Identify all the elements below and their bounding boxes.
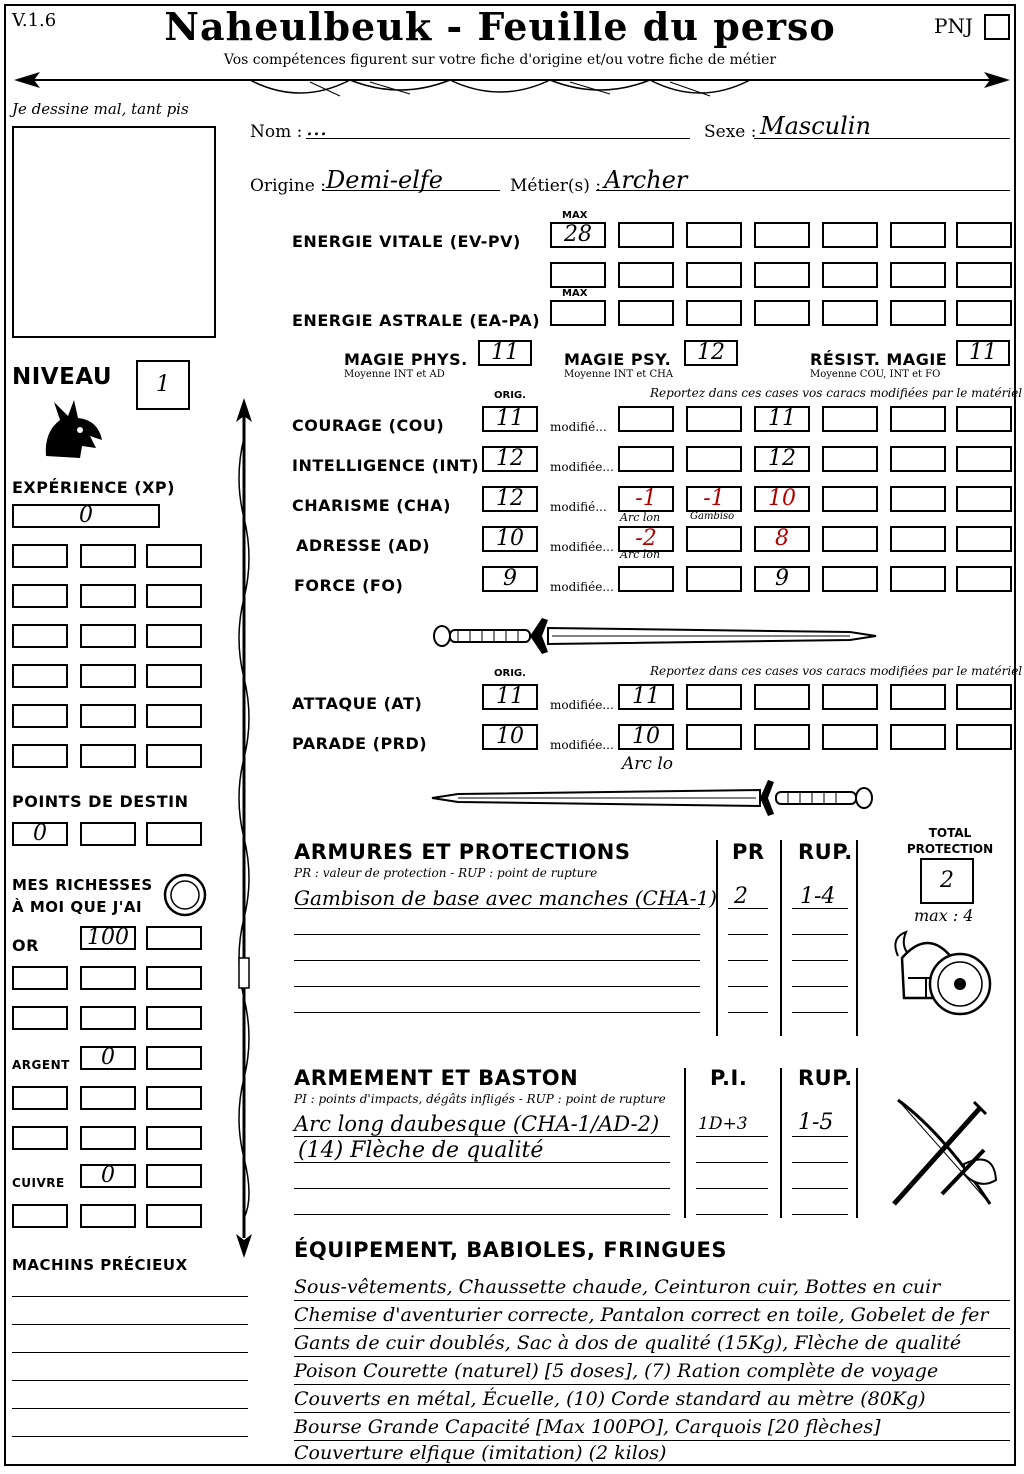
or-label: OR xyxy=(12,936,39,955)
or-box[interactable] xyxy=(80,966,136,990)
ad-mod-4[interactable] xyxy=(822,526,878,552)
weapon-line xyxy=(696,1188,768,1189)
cou-orig[interactable]: 11 xyxy=(482,406,538,432)
prd-mod-1[interactable]: 10 xyxy=(618,724,674,750)
at-label: ATTAQUE (AT) xyxy=(292,694,423,713)
ev-box[interactable] xyxy=(754,262,810,288)
armor-item-rup[interactable]: 1-4 xyxy=(800,884,836,909)
total-protection-label-1: TOTAL xyxy=(928,826,972,840)
at-mod-4[interactable] xyxy=(822,684,878,710)
at-mod-6[interactable] xyxy=(956,684,1012,710)
xp-box[interactable] xyxy=(146,544,202,568)
xp-box[interactable] xyxy=(80,624,136,648)
cha-label: CHARISME (CHA) xyxy=(292,496,451,515)
xp-label: EXPÉRIENCE (XP) xyxy=(12,478,175,497)
weapons-title: ARMEMENT ET BASTON xyxy=(294,1066,579,1090)
weapon-line xyxy=(696,1136,768,1137)
machins-line xyxy=(12,1296,248,1297)
argent-value[interactable]: 0 xyxy=(80,1046,136,1070)
ad-note-1: Arc lon xyxy=(620,548,661,561)
cha-orig[interactable]: 12 xyxy=(482,486,538,512)
machins-line xyxy=(12,1380,248,1381)
armor-note: PR : valeur de protection - RUP : point de rupture xyxy=(294,866,598,880)
weapons-divider xyxy=(856,1068,858,1218)
argent-box[interactable] xyxy=(80,1086,136,1110)
xp-box[interactable] xyxy=(146,704,202,728)
armor-line xyxy=(294,986,700,987)
prd-note-1: Arc lo xyxy=(622,754,673,774)
cuivre-box[interactable] xyxy=(146,1204,202,1228)
cou-mod-2[interactable] xyxy=(686,406,742,432)
armor-line xyxy=(792,986,848,987)
sexe-line xyxy=(754,138,1010,139)
cha-modif-label: modifié... xyxy=(550,500,607,514)
int-mod-4[interactable] xyxy=(822,446,878,472)
ea-max-box[interactable] xyxy=(550,300,606,326)
machins-label: MACHINS PRÉCIEUX xyxy=(12,1256,188,1274)
equipment-line[interactable]: Poison Courette (naturel) [5 doses], (7) Ration complète de voyage xyxy=(294,1360,939,1382)
fo-mod-4[interactable] xyxy=(822,566,878,592)
nom-line xyxy=(306,138,690,139)
armor-line xyxy=(728,934,768,935)
machins-line xyxy=(12,1408,248,1409)
equipment-rule xyxy=(294,1328,1010,1329)
resist-magie-note: Moyenne COU, INT et FO xyxy=(810,369,941,380)
weapon-line xyxy=(696,1214,768,1215)
ev-box[interactable] xyxy=(956,262,1012,288)
ad-orig[interactable]: 10 xyxy=(482,526,538,552)
xp-box[interactable] xyxy=(12,584,68,608)
equipment-line[interactable]: Sous-vêtements, Chaussette chaude, Ceinturon cuir, Bottes en cuir xyxy=(294,1276,941,1298)
weapon-line xyxy=(294,1214,670,1215)
prd-label: PARADE (PRD) xyxy=(292,734,428,753)
weapon-line xyxy=(294,1188,670,1189)
weapon-line xyxy=(792,1136,848,1137)
cha-note-2: Gambiso xyxy=(690,511,735,522)
at-mod-3[interactable] xyxy=(754,684,810,710)
armor-line xyxy=(728,1012,768,1013)
ea-box[interactable] xyxy=(822,300,878,326)
niveau-value[interactable]: 1 xyxy=(136,360,190,410)
max-protection-note: max : 4 xyxy=(914,906,974,925)
ev-label: ENERGIE VITALE (EV-PV) xyxy=(292,232,521,251)
xp-box[interactable] xyxy=(80,744,136,768)
cuivre-box[interactable] xyxy=(12,1204,68,1228)
fo-mod-3[interactable]: 9 xyxy=(754,566,810,592)
origine-label: Origine : xyxy=(250,176,326,196)
magie-psy-value[interactable]: 12 xyxy=(684,340,738,366)
xp-box[interactable] xyxy=(80,664,136,688)
weapons-divider xyxy=(684,1068,686,1218)
machins-line xyxy=(12,1324,248,1325)
nom-label: Nom : xyxy=(250,122,303,142)
xp-box[interactable] xyxy=(146,584,202,608)
armor-line xyxy=(294,1012,700,1013)
weapon-item-name[interactable]: (14) Flèche de qualité xyxy=(298,1138,544,1163)
cuivre-label: CUIVRE xyxy=(12,1176,65,1190)
or-box[interactable] xyxy=(12,1006,68,1030)
armor-line xyxy=(728,908,768,909)
armor-divider xyxy=(856,840,858,1036)
coin-icon xyxy=(162,872,208,918)
equipment-line[interactable]: Gants de cuir doublés, Sac à dos de qualité (15Kg), Flèche de qualité xyxy=(294,1332,962,1354)
int-mod-1[interactable] xyxy=(618,446,674,472)
combat-orig-label: ORIG. xyxy=(494,668,526,679)
resist-magie-value[interactable]: 11 xyxy=(956,340,1010,366)
pnj-checkbox[interactable] xyxy=(984,14,1010,40)
cou-mod-1[interactable] xyxy=(618,406,674,432)
magie-psy-note: Moyenne INT et CHA xyxy=(564,369,674,380)
int-modif-label: modifiée... xyxy=(550,460,614,474)
weapon-line xyxy=(294,1162,670,1163)
sword-icon xyxy=(430,614,878,658)
sexe-value[interactable]: Masculin xyxy=(760,112,871,140)
cha-note-1: Arc lon xyxy=(620,511,661,524)
xp-box[interactable] xyxy=(146,744,202,768)
armor-item-name[interactable]: Gambison de base avec manches (CHA-1) xyxy=(294,886,717,910)
weapon-line xyxy=(696,1162,768,1163)
armor-line xyxy=(728,986,768,987)
armor-line xyxy=(792,908,848,909)
weapons-note: PI : points d'impacts, dégâts infligés - RUP : point de rupture xyxy=(294,1092,666,1106)
ea-box[interactable] xyxy=(754,300,810,326)
argent-box[interactable] xyxy=(146,1086,202,1110)
prd-mod-6[interactable] xyxy=(956,724,1012,750)
int-mod-5[interactable] xyxy=(890,446,946,472)
niveau-label: NIVEAU xyxy=(12,364,113,390)
prd-orig[interactable]: 10 xyxy=(482,724,538,750)
report-note: Reportez dans ces cases vos caracs modifiées par le matériel xyxy=(650,386,1023,400)
armor-line xyxy=(294,960,700,961)
armor-divider xyxy=(780,840,782,1036)
cou-mod-3[interactable]: 11 xyxy=(754,406,810,432)
xp-box[interactable] xyxy=(80,584,136,608)
weapon-item-rup[interactable]: 1-5 xyxy=(798,1110,834,1135)
fo-label: FORCE (FO) xyxy=(294,576,404,595)
armor-rup-label: RUP. xyxy=(798,840,853,864)
ad-label: ADRESSE (AD) xyxy=(296,536,431,555)
equipment-line[interactable]: Couverture elfique (imitation) (2 kilos) xyxy=(294,1442,667,1464)
staff-icon xyxy=(230,398,258,1258)
portrait-box[interactable] xyxy=(12,126,216,338)
version-label: V.1.6 xyxy=(12,10,57,31)
ea-box[interactable] xyxy=(618,300,674,326)
ad-mod-5[interactable] xyxy=(890,526,946,552)
armor-line xyxy=(792,1012,848,1013)
armor-divider xyxy=(716,840,718,1036)
equipment-rule xyxy=(294,1300,1010,1301)
ev-box[interactable] xyxy=(618,222,674,248)
cou-label: COURAGE (COU) xyxy=(292,416,445,435)
metier-label: Métier(s) : xyxy=(510,176,602,196)
equipment-title: ÉQUIPEMENT, BABIOLES, FRINGUES xyxy=(294,1238,727,1262)
at-mod-5[interactable] xyxy=(890,684,946,710)
armor-line xyxy=(294,934,700,935)
fo-mod-1[interactable] xyxy=(618,566,674,592)
xp-box[interactable] xyxy=(146,624,202,648)
cha-mod-6[interactable] xyxy=(956,486,1012,512)
cou-mod-5[interactable] xyxy=(890,406,946,432)
portrait-caption: Je dessine mal, tant pis xyxy=(12,100,189,118)
ev-box[interactable] xyxy=(822,262,878,288)
argent-box[interactable] xyxy=(146,1126,202,1150)
at-mod-1[interactable]: 11 xyxy=(618,684,674,710)
ad-mod-3[interactable]: 8 xyxy=(754,526,810,552)
equipment-rule xyxy=(294,1412,1010,1413)
or-box[interactable] xyxy=(146,926,202,950)
cuivre-value[interactable]: 0 xyxy=(80,1164,136,1188)
crossed-weapons-icon xyxy=(884,1094,1004,1218)
pnj-label: PNJ xyxy=(934,14,973,38)
ad-modif-label: modifiée... xyxy=(550,540,614,554)
magie-psy-label: MAGIE PSY. xyxy=(564,350,672,369)
richesses-label-1: MES RICHESSES xyxy=(12,876,153,894)
at-modif-label: modifiée... xyxy=(550,698,614,712)
prd-mod-5[interactable] xyxy=(890,724,946,750)
ea-box[interactable] xyxy=(956,300,1012,326)
xp-box[interactable] xyxy=(12,624,68,648)
xp-box[interactable] xyxy=(146,664,202,688)
xp-box[interactable] xyxy=(80,704,136,728)
orig-label: ORIG. xyxy=(494,390,526,401)
fo-mod-5[interactable] xyxy=(890,566,946,592)
equipment-rule xyxy=(294,1356,1010,1357)
xp-box[interactable] xyxy=(12,704,68,728)
or-box[interactable] xyxy=(146,1006,202,1030)
cha-mod-2[interactable]: -1 xyxy=(686,486,742,512)
equipment-line[interactable]: Couverts en métal, Écuelle, (10) Corde standard au mètre (80Kg) xyxy=(294,1388,926,1410)
metier-line xyxy=(596,190,1010,191)
xp-box[interactable] xyxy=(12,664,68,688)
total-protection-value[interactable]: 2 xyxy=(920,858,974,904)
int-mod-2[interactable] xyxy=(686,446,742,472)
ev-box[interactable] xyxy=(686,222,742,248)
ea-label: ENERGIE ASTRALE (EA-PA) xyxy=(292,311,541,330)
at-orig[interactable]: 11 xyxy=(482,684,538,710)
armor-line xyxy=(294,908,700,909)
destin-box[interactable] xyxy=(146,822,202,846)
weapons-divider xyxy=(780,1068,782,1218)
xp-value[interactable]: 0 xyxy=(12,504,160,528)
ev-box[interactable] xyxy=(822,222,878,248)
weapons-rup-label: RUP. xyxy=(798,1066,853,1090)
int-mod-6[interactable] xyxy=(956,446,1012,472)
magie-phys-note: Moyenne INT et AD xyxy=(344,369,445,380)
prd-mod-2[interactable] xyxy=(686,724,742,750)
sexe-label: Sexe : xyxy=(704,122,757,142)
ev-box[interactable] xyxy=(618,262,674,288)
ev-box[interactable] xyxy=(890,262,946,288)
richesses-label-2: À MOI QUE J'AI xyxy=(12,898,143,916)
weapons-pi-label: P.I. xyxy=(710,1066,748,1090)
armor-title: ARMURES ET PROTECTIONS xyxy=(294,840,631,864)
machins-line xyxy=(12,1436,248,1437)
ea-max-label: MAX xyxy=(562,288,588,299)
argent-box[interactable] xyxy=(146,1046,202,1070)
argent-box[interactable] xyxy=(12,1086,68,1110)
or-box[interactable] xyxy=(146,966,202,990)
weapon-line xyxy=(294,1136,670,1137)
argent-box[interactable] xyxy=(12,1126,68,1150)
ad-mod-2[interactable] xyxy=(686,526,742,552)
destin-value[interactable]: 0 xyxy=(12,822,68,846)
fo-orig[interactable]: 9 xyxy=(482,566,538,592)
xp-box[interactable] xyxy=(12,544,68,568)
armor-line xyxy=(792,934,848,935)
prd-mod-3[interactable] xyxy=(754,724,810,750)
page-title: Naheulbeuk - Feuille du perso xyxy=(164,4,836,49)
cha-mod-3[interactable]: 10 xyxy=(754,486,810,512)
cou-mod-6[interactable] xyxy=(956,406,1012,432)
cou-mod-4[interactable] xyxy=(822,406,878,432)
ev-box[interactable] xyxy=(686,262,742,288)
int-label: INTELLIGENCE (INT) xyxy=(292,456,480,475)
total-protection-label-2: PROTECTION xyxy=(906,842,994,856)
weapon-line xyxy=(792,1188,848,1189)
sword-icon xyxy=(430,776,878,820)
cuivre-box[interactable] xyxy=(146,1164,202,1188)
cha-mod-5[interactable] xyxy=(890,486,946,512)
at-mod-2[interactable] xyxy=(686,684,742,710)
ev-box[interactable] xyxy=(890,222,946,248)
nom-value[interactable]: ... xyxy=(306,116,327,141)
ad-mod-1[interactable]: -2 xyxy=(618,526,674,552)
argent-label: ARGENT xyxy=(12,1058,70,1072)
destin-box[interactable] xyxy=(80,822,136,846)
fo-modif-label: modifiée... xyxy=(550,580,614,594)
origine-value[interactable]: Demi-elfe xyxy=(326,166,443,194)
armor-line xyxy=(728,960,768,961)
armor-pr-label: PR xyxy=(732,840,765,864)
page-subtitle: Vos compétences figurent sur votre fiche d'origine et/ou votre fiche de métier xyxy=(223,52,777,68)
cha-mod-4[interactable] xyxy=(822,486,878,512)
magie-phys-label: MAGIE PHYS. xyxy=(344,350,468,369)
weapon-item-name[interactable]: Arc long daubesque (CHA-1/AD-2) xyxy=(294,1112,660,1136)
machins-line xyxy=(12,1352,248,1353)
equipment-rule xyxy=(294,1440,1010,1441)
ea-box[interactable] xyxy=(890,300,946,326)
cuivre-box[interactable] xyxy=(80,1204,136,1228)
ea-box[interactable] xyxy=(686,300,742,326)
ev-max-label: MAX xyxy=(562,210,588,221)
origine-line xyxy=(322,190,500,191)
magie-phys-value[interactable]: 11 xyxy=(478,340,532,366)
prd-modif-label: modifiée... xyxy=(550,738,614,752)
combat-report-note: Reportez dans ces cases vos caracs modifiées par le matériel xyxy=(650,664,1023,678)
or-box[interactable] xyxy=(80,1006,136,1030)
or-box[interactable] xyxy=(12,966,68,990)
ev-box[interactable] xyxy=(956,222,1012,248)
xp-box[interactable] xyxy=(12,744,68,768)
weapon-line xyxy=(792,1214,848,1215)
fo-mod-2[interactable] xyxy=(686,566,742,592)
metier-value[interactable]: Archer xyxy=(604,166,688,194)
argent-box[interactable] xyxy=(80,1126,136,1150)
ad-mod-6[interactable] xyxy=(956,526,1012,552)
equipment-rule xyxy=(294,1384,1010,1385)
int-orig[interactable]: 12 xyxy=(482,446,538,472)
armor-item-pr[interactable]: 2 xyxy=(734,884,748,909)
cou-modif-label: modifié... xyxy=(550,420,607,434)
int-mod-3[interactable]: 12 xyxy=(754,446,810,472)
ev-max-box[interactable]: 28 xyxy=(550,222,606,248)
helmet-shield-icon xyxy=(888,928,1000,1034)
destin-label: POINTS DE DESTIN xyxy=(12,792,189,811)
armor-line xyxy=(792,960,848,961)
equipment-line[interactable]: Bourse Grande Capacité [Max 100PO], Carquois [20 flèches] xyxy=(294,1416,881,1438)
ev-box[interactable] xyxy=(550,262,606,288)
equipment-line[interactable]: Chemise d'aventurier correcte, Pantalon correct en toile, Gobelet de fer xyxy=(294,1304,989,1326)
fo-mod-6[interactable] xyxy=(956,566,1012,592)
ev-box[interactable] xyxy=(754,222,810,248)
prd-mod-4[interactable] xyxy=(822,724,878,750)
dragon-icon xyxy=(40,396,106,462)
xp-box[interactable] xyxy=(80,544,136,568)
resist-magie-label: RÉSIST. MAGIE xyxy=(810,350,948,369)
or-value[interactable]: 100 xyxy=(80,926,136,950)
cha-mod-1[interactable]: -1 xyxy=(618,486,674,512)
weapon-line xyxy=(792,1162,848,1163)
weapon-item-pi[interactable]: 1D+3 xyxy=(698,1114,748,1134)
